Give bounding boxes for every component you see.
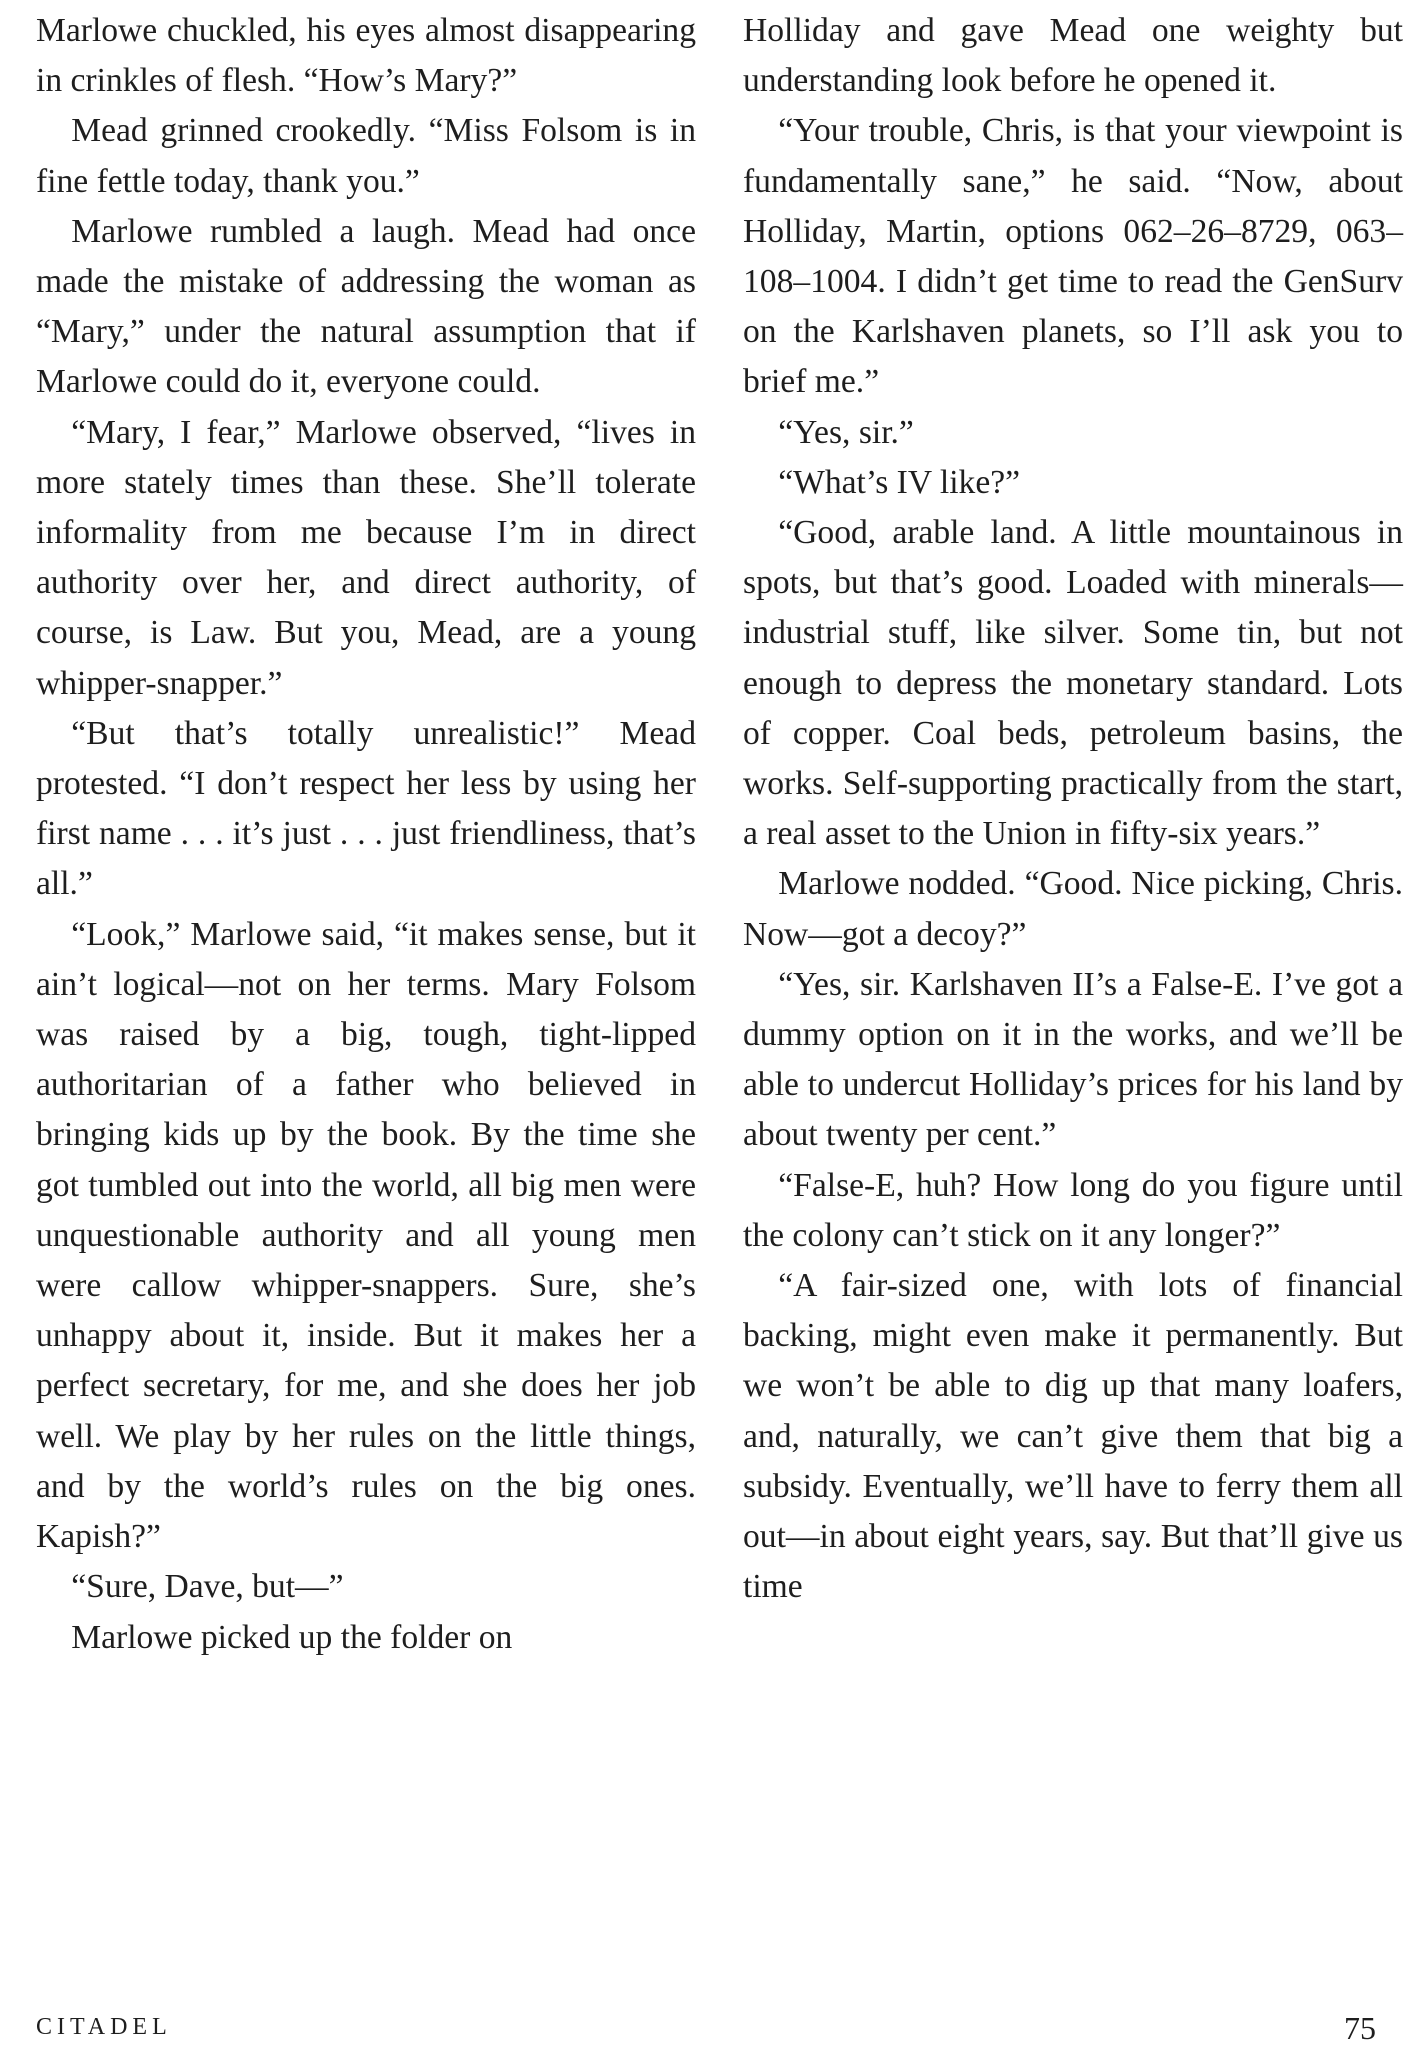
paragraph: “Yes, sir. Karlshaven II’s a False-E. I’ve got a dummy option on it in the works, and we’ll be able to undercut Holliday’s prices for his land by about twenty per cent.” [743, 965, 1403, 1154]
paragraph: “Yes, sir.” [778, 413, 914, 451]
page-footer [36, 2010, 1410, 2050]
paragraph: “But that’s totally unrealistic!” Mead protested. “I don’t respect her less by using her first name . . . it’s just . . . just friendliness, that’s all.” [36, 714, 696, 903]
paragraph: “Sure, Dave, but—” [71, 1568, 344, 1606]
paragraph: Marlowe picked up the folder on [71, 1618, 513, 1656]
paragraph: “Your trouble, Chris, is that your viewpoint is fundamentally sane,” he said. “Now, about Holliday, Martin, options 062–26–8729, 063–108–1004. I didn’t get time to read the GenSurv on the Karlshaven planets, so I’ll ask you to brief me.” [743, 112, 1403, 401]
paragraph: “Look,” Marlowe said, “it makes sense, but it ain’t logical—not on her terms. Mary Folsom was raised by a big, tough, tight-lipped authoritarian of a father who believed in bringing kids up by the book. By the time she got tumbled out into the world, all big men were unquestionable authority and all young men were callow whipper-snappers. Sure, she’s unhappy about it, inside. But it makes her a perfect secretary, for me, and she does her job well. We play by her rules on the little things, and by the world’s rules on the big ones. Kapish?” [36, 915, 696, 1556]
magazine-name: CITADEL [36, 2014, 172, 2040]
paragraph: Marlowe chuckled, his eyes almost disappearing in crinkles of flesh. “How’s Mary?” [36, 12, 696, 100]
paragraph: “Mary, I fear,” Marlowe observed, “lives in more stately times than these. She’ll tolerate informality from me because I’m in direct authority over her, and direct authority, of course, is Law. But you, Mead, are a young whipper-snapper.” [36, 413, 696, 702]
left-column [36, 6, 696, 1663]
right-column [743, 6, 1403, 1613]
page-number: 75 [1344, 2010, 1376, 2046]
paragraph: Mead grinned crookedly. “Miss Folsom is in fine fettle today, thank you.” [36, 112, 696, 200]
paragraph: “A fair-sized one, with lots of financial backing, might even make it permanently. But we won’t be able to dig up that many loafers, and, naturally, we can’t give them that big a subsidy. Eventually, we’ll have to ferry them all out—in about eight years, say. But that’ll give us time [743, 1267, 1403, 1606]
paragraph: Marlowe nodded. “Good. Nice picking, Chris. Now—got a decoy?” [743, 865, 1403, 953]
paragraph-continuation: Holliday and gave Mead one weighty but understanding look before he opened it. [743, 12, 1403, 100]
paragraph: “What’s IV like?” [778, 463, 1021, 501]
paragraph: “False-E, huh? How long do you figure until the colony can’t stick on it any longer?” [743, 1166, 1403, 1254]
paragraph: Marlowe rumbled a laugh. Mead had once made the mistake of addressing the woman as “Mary,” under the natural assumption that if Marlowe could do it, everyone could. [36, 212, 696, 401]
paragraph: “Good, arable land. A little mountainous in spots, but that’s good. Loaded with minerals—industrial stuff, like silver. Some tin, but not enough to depress the monetary standard. Lots of copper. Coal beds, petroleum basins, the works. Self-supporting practically from the start, a real asset to the Union in fifty-six years.” [743, 514, 1403, 853]
